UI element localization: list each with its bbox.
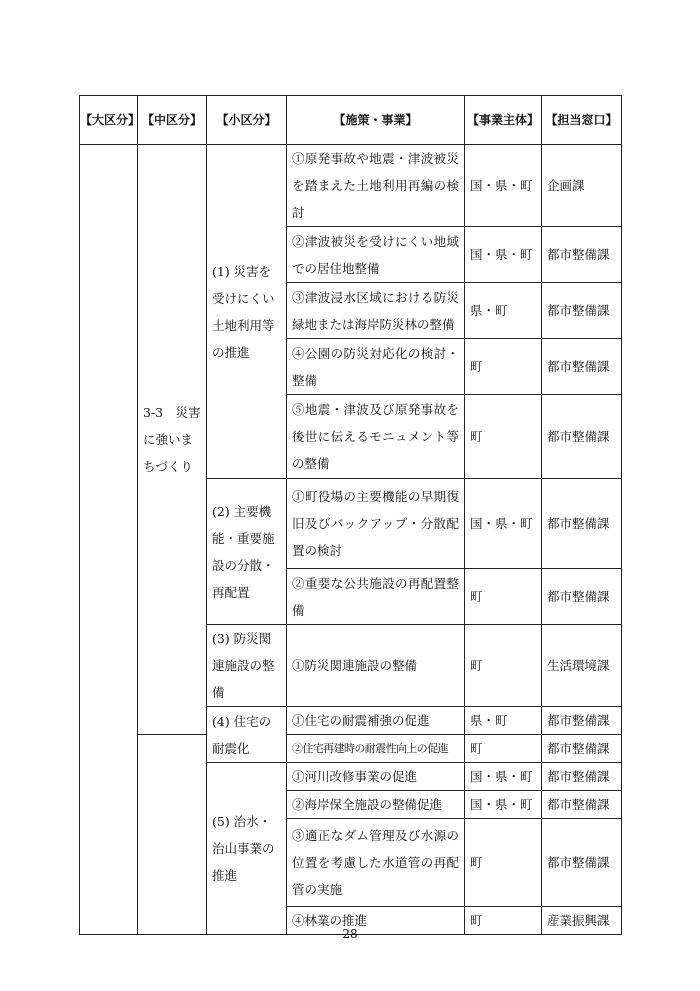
actor-cell: 国・県・町 — [465, 145, 542, 227]
header-office: 【担当窓口】 — [542, 96, 622, 145]
header-row — [80, 96, 622, 145]
minor-category-2: (2) 主要機能・重要施設の分散・再配置 — [207, 479, 287, 625]
office-cell: 都市整備課 — [542, 791, 622, 819]
office-cell: 都市整備課 — [542, 569, 622, 625]
measure-cell: ①防災関連施設の整備 — [287, 625, 465, 707]
middle-category-empty — [138, 735, 207, 935]
header-major: 【大区分】 — [80, 96, 138, 145]
header-middle: 【中区分】 — [138, 96, 207, 145]
actor-cell: 町 — [465, 339, 542, 395]
table-row — [80, 735, 622, 763]
actor-cell: 町 — [465, 569, 542, 625]
office-cell: 企画課 — [542, 145, 622, 227]
measure-cell: ②重要な公共施設の再配置整備 — [287, 569, 465, 625]
minor-category-4: (4) 住宅の耐震化 — [207, 707, 287, 763]
table-row — [80, 145, 622, 227]
office-cell: 都市整備課 — [542, 479, 622, 569]
header-actor: 【事業主体】 — [465, 96, 542, 145]
actor-cell: 国・県・町 — [465, 227, 542, 283]
minor-category-5: (5) 治水・治山事業の推進 — [207, 763, 287, 935]
actor-cell: 国・県・町 — [465, 763, 542, 791]
office-cell: 都市整備課 — [542, 395, 622, 479]
measure-cell: ④公園の防災対応化の検討・整備 — [287, 339, 465, 395]
header-minor: 【小区分】 — [207, 96, 287, 145]
office-cell: 都市整備課 — [542, 339, 622, 395]
middle-category: 3-3 災害に強いまちづくり — [138, 145, 207, 735]
measure-cell: ①河川改修事業の促進 — [287, 763, 465, 791]
actor-cell: 県・町 — [465, 707, 542, 735]
major-category-cell — [80, 145, 138, 935]
measure-cell: ⑤地震・津波及び原発事故を後世に伝えるモニュメント等の整備 — [287, 395, 465, 479]
minor-category-1: (1) 災害を受けにくい土地利用等の推進 — [207, 145, 287, 479]
actor-cell: 県・町 — [465, 283, 542, 339]
measure-cell: ①原発事故や地震・津波被災を踏まえた土地利用再編の検討 — [287, 145, 465, 227]
office-cell: 産業振興課 — [542, 907, 622, 935]
actor-cell: 町 — [465, 819, 542, 907]
measure-cell: ④林業の推進 — [287, 907, 465, 935]
office-cell: 都市整備課 — [542, 763, 622, 791]
page-number: 28 — [342, 927, 358, 941]
minor-category-3: (3) 防災関連施設の整備 — [207, 625, 287, 707]
measure-cell: ③適正なダム管理及び水源の位置を考慮した水道管の再配管の実施 — [287, 819, 465, 907]
actor-cell: 国・県・町 — [465, 791, 542, 819]
actor-cell: 国・県・町 — [465, 479, 542, 569]
measure-cell: ③津波浸水区域における防災緑地または海岸防災林の整備 — [287, 283, 465, 339]
policy-table — [79, 95, 622, 935]
office-cell: 都市整備課 — [542, 819, 622, 907]
actor-cell: 町 — [465, 395, 542, 479]
header-measure: 【施策・事業】 — [287, 96, 465, 145]
measure-cell: ②海岸保全施設の整備促進 — [287, 791, 465, 819]
office-cell: 生活環境課 — [542, 625, 622, 707]
actor-cell: 町 — [465, 625, 542, 707]
office-cell: 都市整備課 — [542, 227, 622, 283]
measure-cell: ①町役場の主要機能の早期復旧及びバックアップ・分散配置の検討 — [287, 479, 465, 569]
measure-cell: ②津波被災を受けにくい地域での居住地整備 — [287, 227, 465, 283]
measure-cell: ①住宅の耐震補強の促進 — [287, 707, 465, 735]
actor-cell: 町 — [465, 735, 542, 763]
actor-cell: 町 — [465, 907, 542, 935]
office-cell: 都市整備課 — [542, 707, 622, 735]
measure-cell: ②住宅再建時の耐震性向上の促進 — [287, 735, 465, 763]
office-cell: 都市整備課 — [542, 735, 622, 763]
office-cell: 都市整備課 — [542, 283, 622, 339]
